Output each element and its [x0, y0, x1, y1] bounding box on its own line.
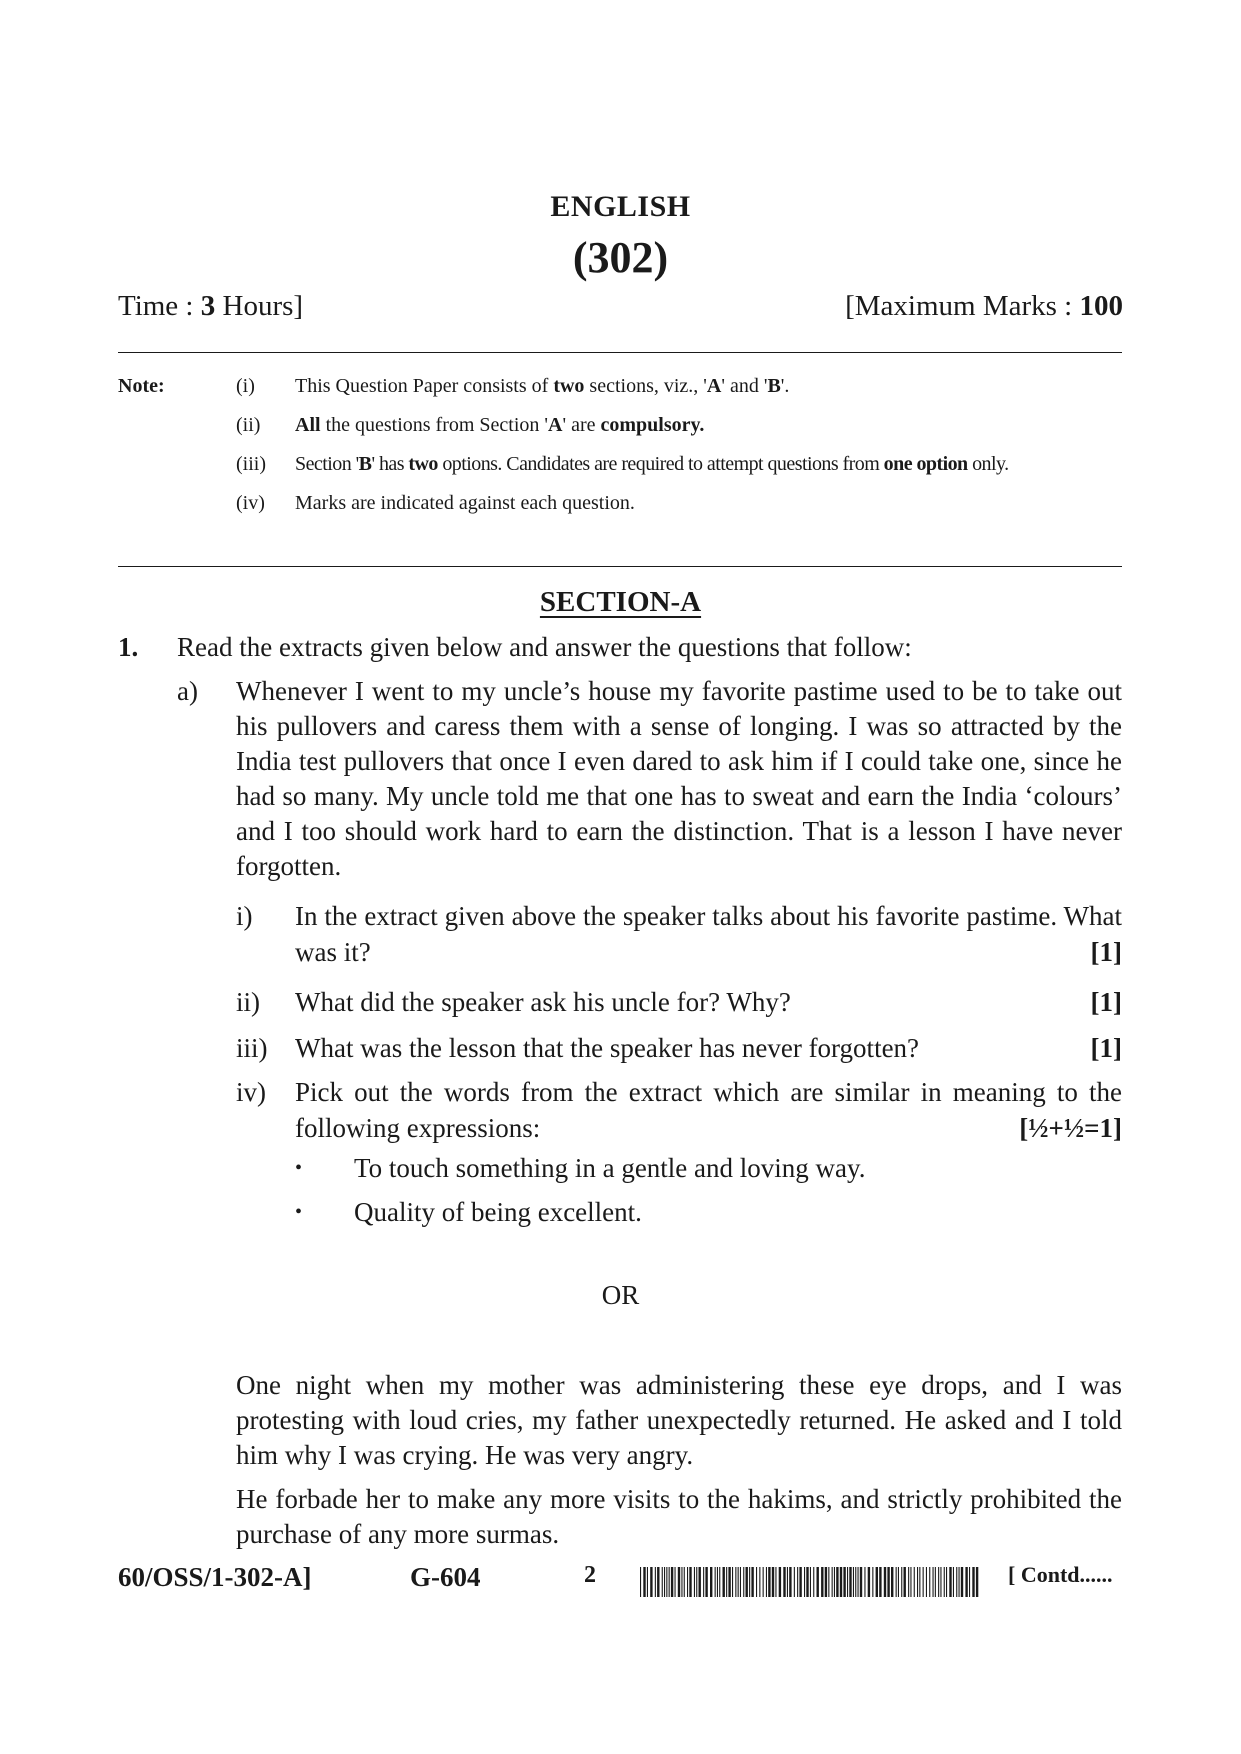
extract-passage-alt-continued: He forbade her to make any more visits to the hakims, and strictly prohibited the purchase of any more surmas.: [236, 1484, 1122, 1549]
barcode-bar: [678, 1567, 680, 1597]
subquestion-number: ii): [236, 987, 260, 1017]
barcode-bar: [799, 1567, 801, 1597]
barcode-bar: [650, 1567, 652, 1597]
barcode-bar: [647, 1567, 648, 1597]
note-item: [236, 453, 1126, 476]
note-label: Note:: [118, 375, 165, 397]
barcode-bar: [749, 1567, 750, 1597]
section-heading: SECTION-A: [539, 586, 702, 618]
barcode-bar: [810, 1567, 811, 1597]
subquestion: [236, 898, 1122, 970]
barcode-bar: [910, 1567, 911, 1597]
extract-passage: Whenever I went to my uncle’s house my favorite pastime used to be to take out his pullovers and caress them with a sense of longing. I was so attracted by the India test pullovers that once I even dared to ask him if I could take one, since he had so many. My uncle told me that one has to sweat and earn the India ‘colours’ and I too should work hard to earn the distinction. That is a lesson I have never forgotten.: [236, 676, 1122, 881]
barcode-bar: [821, 1567, 823, 1597]
barcode-bar: [787, 1567, 788, 1597]
subquestion-marks: [1]: [1090, 987, 1122, 1017]
barcode-bar: [908, 1567, 909, 1597]
barcode-bar: [740, 1567, 741, 1597]
barcode-bar: [887, 1567, 889, 1597]
barcode-bar: [935, 1567, 936, 1597]
note-item-text: Section 'B' has two options. Candidates are required to attempt questions from one option only.: [295, 453, 1009, 475]
subquestion: [236, 1074, 1122, 1146]
barcode-bar: [779, 1567, 781, 1597]
series-code: G-604: [410, 1562, 481, 1592]
barcode-bar: [723, 1567, 725, 1597]
barcode-bar: [959, 1567, 960, 1597]
barcode-bar: [766, 1567, 767, 1597]
barcode-bar: [743, 1567, 744, 1597]
divider-bottom: [118, 566, 1122, 567]
barcode-bar: [657, 1567, 659, 1597]
or-separator: OR: [601, 1280, 640, 1310]
barcode-bar: [938, 1567, 939, 1597]
barcode-bar: [681, 1567, 682, 1597]
part-label: a): [177, 676, 198, 706]
barcode-bar: [726, 1567, 727, 1597]
barcode-bar: [923, 1567, 924, 1597]
divider-top: [118, 352, 1122, 353]
barcode-bar: [832, 1567, 833, 1597]
barcode-bar: [965, 1567, 967, 1597]
barcode-bar: [675, 1567, 676, 1597]
barcode-bar: [956, 1567, 957, 1597]
page-number: 2: [584, 1562, 596, 1588]
subject-code: (302): [572, 233, 669, 282]
barcode-bar: [813, 1567, 814, 1597]
barcode-bar: [901, 1567, 902, 1597]
barcode-bar: [864, 1567, 865, 1597]
barcode-bar: [772, 1567, 774, 1597]
subquestion: [236, 984, 1122, 1020]
barcode-bar: [855, 1567, 856, 1597]
subquestion-marks: [½+½=1]: [1019, 1113, 1122, 1143]
bullet-text: Quality of being excellent.: [354, 1197, 642, 1227]
paper-code: 60/OSS/1-302-A]: [118, 1562, 312, 1592]
note-item: [236, 375, 1126, 398]
barcode-bar: [763, 1567, 764, 1597]
barcode-bar: [891, 1567, 893, 1597]
barcode-bar: [797, 1567, 798, 1597]
note-item-number: (iii): [236, 453, 266, 475]
note-item: [236, 492, 1126, 515]
barcode-bar: [849, 1567, 851, 1597]
note-item: [236, 414, 1126, 437]
barcode-bar: [655, 1567, 656, 1597]
barcode-bar: [640, 1567, 641, 1597]
barcode-icon: [640, 1567, 980, 1597]
barcode-bar: [840, 1567, 842, 1597]
bullet-icon: •: [295, 1157, 303, 1179]
barcode-bar: [768, 1567, 770, 1597]
barcode-bar: [896, 1567, 897, 1597]
barcode-bar: [806, 1567, 808, 1597]
barcode-bar: [696, 1567, 697, 1597]
note-item-text: This Question Paper consists of two sections, viz., 'A' and 'B'.: [295, 375, 790, 397]
barcode-bar: [684, 1567, 685, 1597]
barcode-bar: [710, 1567, 712, 1597]
bullet-text: To touch something in a gentle and loving way.: [354, 1153, 866, 1183]
barcode-bar: [944, 1567, 945, 1597]
barcode-bar: [783, 1567, 785, 1597]
barcode-bar: [817, 1567, 819, 1597]
barcode-bar: [972, 1567, 974, 1597]
note-item-text: Marks are indicated against each question.: [295, 492, 635, 514]
subquestion-number: iii): [236, 1033, 268, 1063]
barcode-bar: [715, 1567, 716, 1597]
barcode-bar: [872, 1567, 873, 1597]
barcode-bar: [719, 1567, 720, 1597]
barcode-bar: [917, 1567, 918, 1597]
barcode-bar: [884, 1567, 886, 1597]
barcode-bar: [689, 1567, 691, 1597]
barcode-bar: [738, 1567, 739, 1597]
barcode-bar: [732, 1567, 733, 1597]
barcode-bar: [751, 1567, 753, 1597]
barcode-bar: [969, 1567, 970, 1597]
barcode-bar: [853, 1567, 854, 1597]
subquestion-number: i): [236, 901, 253, 931]
barcode-bar: [794, 1567, 795, 1597]
barcode-bar: [746, 1567, 748, 1597]
barcode-bar: [949, 1567, 951, 1597]
barcode-bar: [666, 1567, 667, 1597]
barcode-bar: [694, 1567, 695, 1597]
barcode-bar: [876, 1567, 878, 1597]
question-instruction: Read the extracts given below and answer the questions that follow:: [177, 632, 912, 662]
subquestion-text: In the extract given above the speaker talks about his favorite pastime. What was it?: [295, 901, 1122, 967]
barcode-bar: [699, 1567, 701, 1597]
barcode-bar: [671, 1567, 673, 1597]
barcode-bar: [898, 1567, 899, 1597]
maximum-marks: [Maximum Marks : 100: [845, 290, 1123, 322]
barcode-bar: [669, 1567, 670, 1597]
subquestion: [236, 1030, 1122, 1066]
barcode-bar: [804, 1567, 805, 1597]
barcode-bar: [976, 1567, 978, 1597]
barcode-bar: [836, 1567, 838, 1597]
time-allowed: Time : 3 Hours]: [118, 290, 304, 322]
extract-passage-alt: One night when my mother was administering these eye drops, and I was protesting with loud cries, my father unexpectedly returned. He asked and I told him why I was crying. He was very angry.: [236, 1370, 1122, 1470]
barcode-bar: [940, 1567, 941, 1597]
subquestion-marks: [1]: [1090, 1033, 1122, 1063]
barcode-bar: [643, 1567, 645, 1597]
barcode-bar: [728, 1567, 730, 1597]
barcode-bar: [789, 1567, 791, 1597]
note-item-number: (i): [236, 375, 255, 397]
barcode-bar: [843, 1567, 845, 1597]
barcode-bar: [705, 1567, 707, 1597]
subquestion-text: What did the speaker ask his uncle for? Why?: [295, 987, 791, 1017]
barcode-bar: [953, 1567, 954, 1597]
note-item-text: All the questions from Section 'A' are compulsory.: [295, 414, 705, 436]
barcode-bar: [919, 1567, 920, 1597]
barcode-bar: [961, 1567, 963, 1597]
barcode-bar: [664, 1567, 665, 1597]
barcode-bar: [860, 1567, 862, 1597]
barcode-bar: [933, 1567, 934, 1597]
barcode-bar: [828, 1567, 829, 1597]
barcode-bar: [847, 1567, 848, 1597]
barcode-bar: [858, 1567, 859, 1597]
question-number: 1.: [118, 632, 139, 662]
barcode-bar: [735, 1567, 736, 1597]
barcode-bar: [759, 1567, 760, 1597]
barcode-bar: [825, 1567, 827, 1597]
barcode-bar: [834, 1567, 835, 1597]
barcode-bar: [904, 1567, 906, 1597]
barcode-bar: [756, 1567, 757, 1597]
note-item-number: (ii): [236, 414, 261, 436]
barcode-bar: [868, 1567, 870, 1597]
barcode-bar: [914, 1567, 915, 1597]
barcode-bar: [926, 1567, 927, 1597]
continued-label: [ Contd......: [1008, 1562, 1113, 1587]
note-item-number: (iv): [236, 492, 265, 514]
barcode-bar: [687, 1567, 688, 1597]
subquestion-number: iv): [236, 1077, 266, 1107]
subquestion-marks: [1]: [1090, 937, 1122, 967]
barcode-bar: [703, 1567, 704, 1597]
barcode-bar: [946, 1567, 947, 1597]
bullet-icon: •: [295, 1201, 303, 1223]
barcode-bar: [879, 1567, 881, 1597]
barcode-bar: [717, 1567, 718, 1597]
barcode-bar: [929, 1567, 930, 1597]
barcode-bar: [775, 1567, 776, 1597]
barcode-bar: [662, 1567, 663, 1597]
subquestion-text: What was the lesson that the speaker has never forgotten?: [295, 1033, 920, 1063]
subject-title: ENGLISH: [550, 190, 691, 223]
subquestion-text: Pick out the words from the extract which are similar in meaning to the following expressions:: [295, 1077, 1122, 1143]
